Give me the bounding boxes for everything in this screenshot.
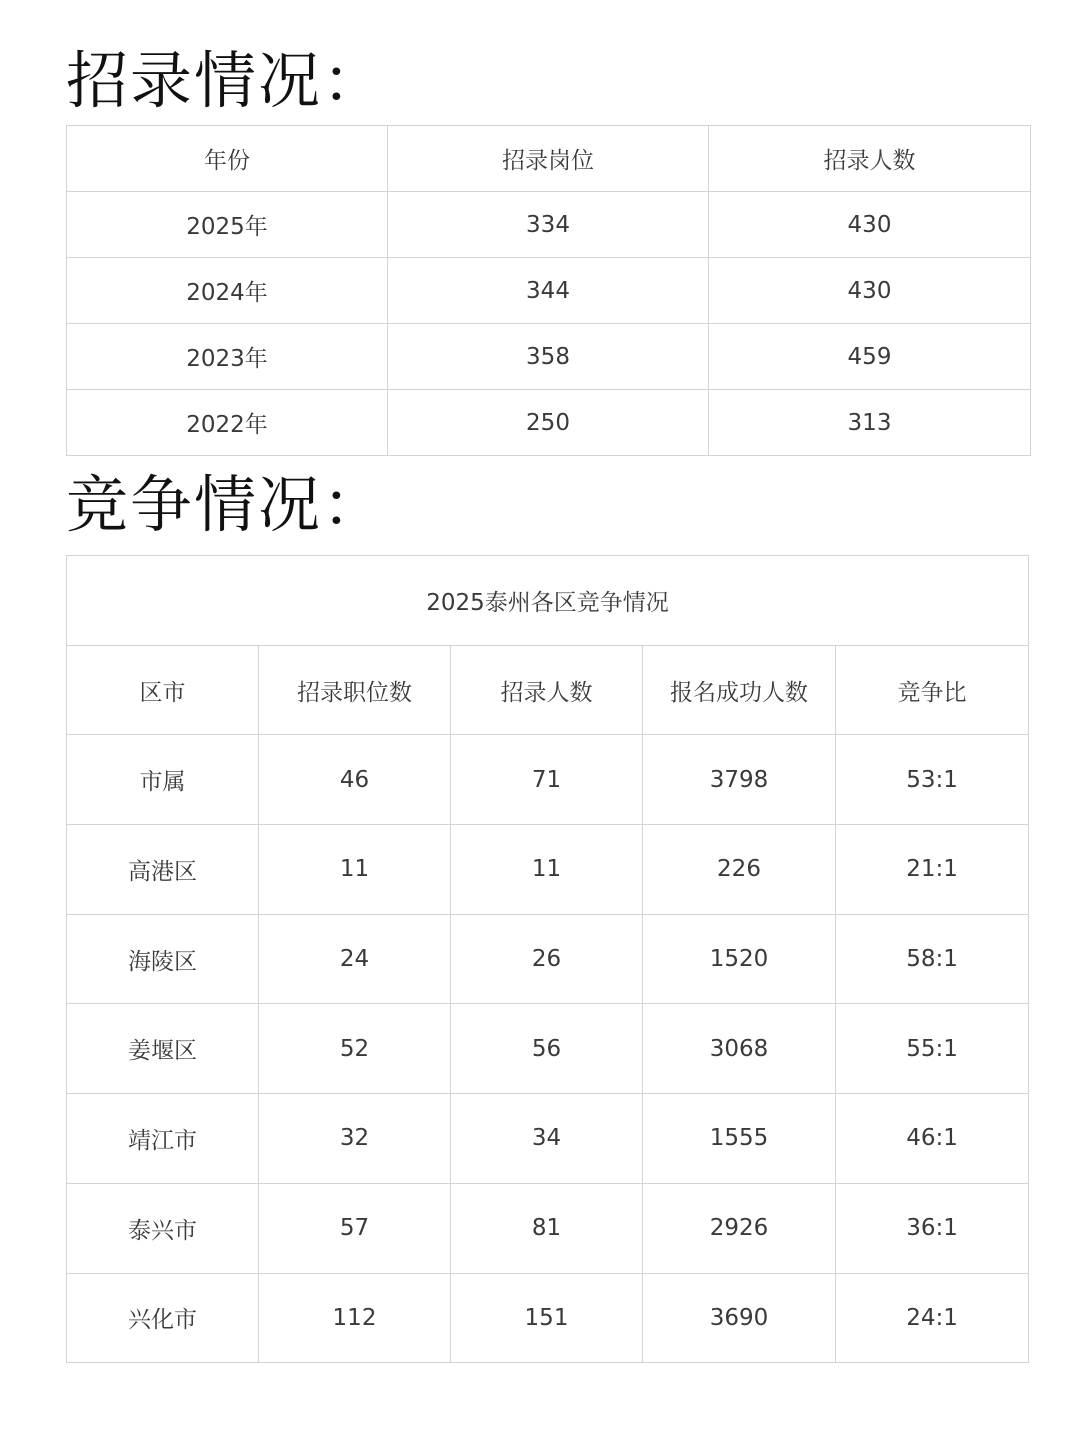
cell-positions: 250	[388, 390, 709, 456]
cell-district: 姜堰区	[67, 1004, 259, 1094]
cell-ratio: 46:1	[836, 1094, 1029, 1184]
cell-district: 泰兴市	[67, 1183, 259, 1273]
table-header-row	[67, 645, 1029, 735]
cell-positions: 32	[259, 1094, 451, 1184]
table-row	[67, 1273, 1029, 1363]
cell-hires: 430	[709, 258, 1031, 324]
cell-hires: 313	[709, 390, 1031, 456]
cell-positions: 334	[388, 192, 709, 258]
cell-applicants: 3798	[643, 735, 836, 825]
table-title-row	[67, 556, 1029, 646]
cell-applicants: 2926	[643, 1183, 836, 1273]
cell-district: 兴化市	[67, 1273, 259, 1363]
column-header-ratio: 竞争比	[836, 645, 1029, 735]
cell-year: 2025年	[67, 192, 388, 258]
cell-district: 海陵区	[67, 914, 259, 1004]
cell-hires: 430	[709, 192, 1031, 258]
cell-ratio: 55:1	[836, 1004, 1029, 1094]
cell-positions: 344	[388, 258, 709, 324]
recruitment-heading: 招录情况：	[66, 44, 387, 117]
column-header-positions: 招录岗位	[388, 126, 709, 192]
cell-positions: 11	[259, 825, 451, 915]
cell-hires: 71	[451, 735, 643, 825]
cell-hires: 81	[451, 1183, 643, 1273]
table-row	[67, 390, 1031, 456]
cell-year: 2024年	[67, 258, 388, 324]
table-row	[67, 914, 1029, 1004]
cell-district: 高港区	[67, 825, 259, 915]
cell-hires: 26	[451, 914, 643, 1004]
cell-ratio: 24:1	[836, 1273, 1029, 1363]
table-row	[67, 825, 1029, 915]
cell-ratio: 58:1	[836, 914, 1029, 1004]
cell-applicants: 1520	[643, 914, 836, 1004]
cell-year: 2023年	[67, 324, 388, 390]
cell-hires: 56	[451, 1004, 643, 1094]
cell-hires: 151	[451, 1273, 643, 1363]
cell-positions: 358	[388, 324, 709, 390]
cell-ratio: 21:1	[836, 825, 1029, 915]
competition-heading: 竞争情况：	[66, 468, 387, 541]
column-header-year: 年份	[67, 126, 388, 192]
cell-applicants: 1555	[643, 1094, 836, 1184]
cell-hires: 34	[451, 1094, 643, 1184]
column-header-applicants: 报名成功人数	[643, 645, 836, 735]
cell-positions: 46	[259, 735, 451, 825]
cell-hires: 11	[451, 825, 643, 915]
cell-applicants: 226	[643, 825, 836, 915]
table-row	[67, 735, 1029, 825]
table-row	[67, 1094, 1029, 1184]
table-row	[67, 1183, 1029, 1273]
table-title: 2025泰州各区竞争情况	[67, 556, 1029, 646]
column-header-hires: 招录人数	[451, 645, 643, 735]
recruitment-table	[66, 125, 1031, 456]
table-row	[67, 258, 1031, 324]
cell-positions: 112	[259, 1273, 451, 1363]
cell-district: 靖江市	[67, 1094, 259, 1184]
column-header-hires: 招录人数	[709, 126, 1031, 192]
cell-positions: 57	[259, 1183, 451, 1273]
cell-ratio: 53:1	[836, 735, 1029, 825]
cell-year: 2022年	[67, 390, 388, 456]
cell-positions: 24	[259, 914, 451, 1004]
column-header-positions: 招录职位数	[259, 645, 451, 735]
table-row	[67, 324, 1031, 390]
cell-applicants: 3690	[643, 1273, 836, 1363]
table-row	[67, 1004, 1029, 1094]
cell-district: 市属	[67, 735, 259, 825]
column-header-district: 区市	[67, 645, 259, 735]
cell-positions: 52	[259, 1004, 451, 1094]
competition-table	[66, 555, 1029, 1363]
cell-applicants: 3068	[643, 1004, 836, 1094]
cell-hires: 459	[709, 324, 1031, 390]
table-row	[67, 192, 1031, 258]
cell-ratio: 36:1	[836, 1183, 1029, 1273]
table-header-row	[67, 126, 1031, 192]
